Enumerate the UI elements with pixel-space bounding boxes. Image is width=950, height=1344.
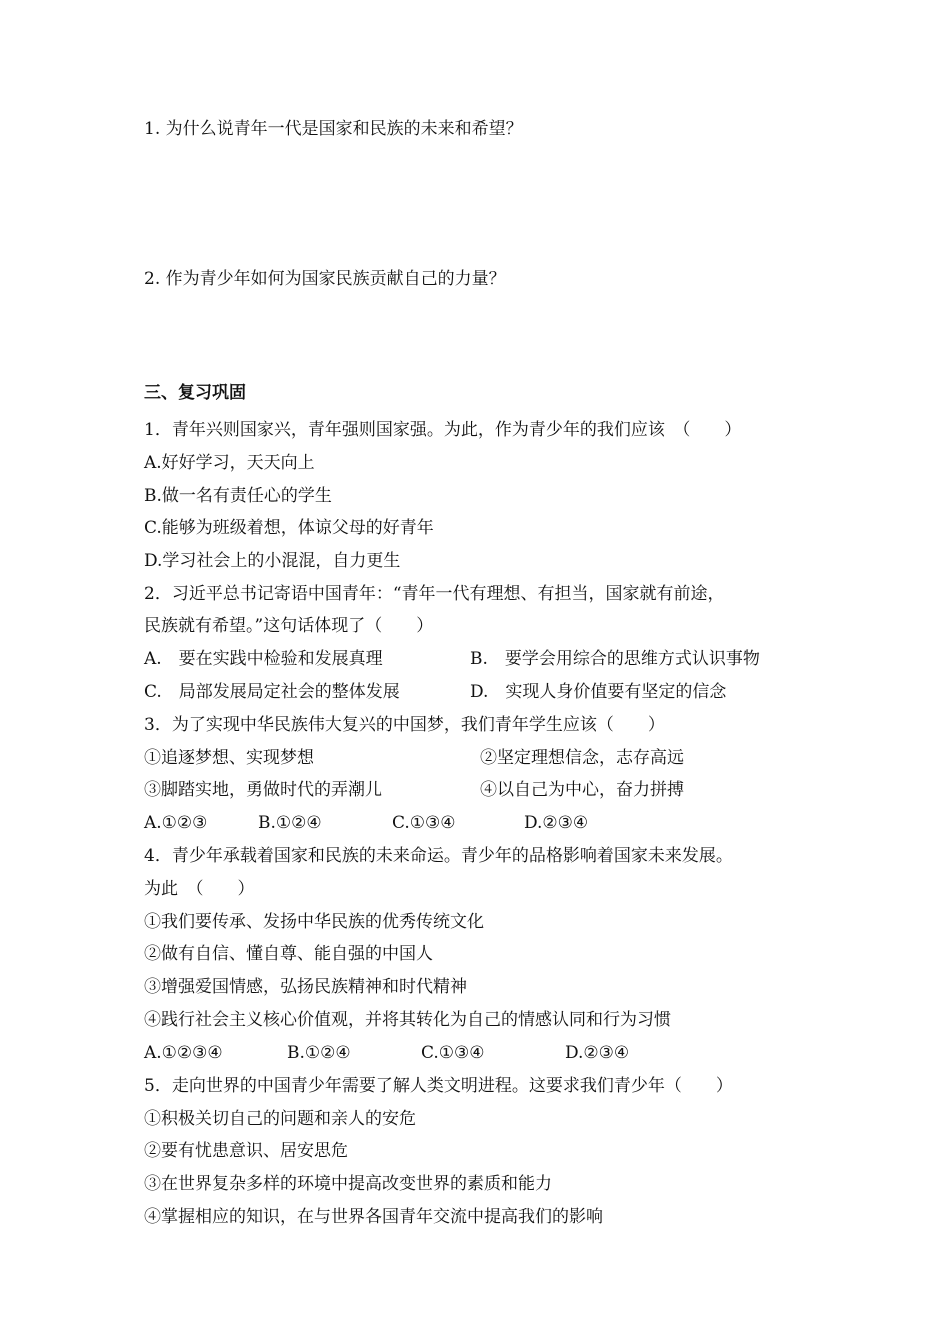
open-question-1: 1. 为什么说青年一代是国家和民族的未来和希望？ <box>144 119 523 139</box>
q2-stem-line2: 民族就有希望。”这句话体现了（ ） <box>144 616 434 636</box>
q5-item-1: ①积极关切自己的问题和亲人的安危 <box>144 1109 416 1129</box>
q5-item-4: ④掌握相应的知识，在与世界各国青年交流中提高我们的影响 <box>144 1207 603 1227</box>
q3-item-3: ③脚踏实地，勇做时代的弄潮儿 <box>144 780 382 800</box>
q3-choice-b: B.①②④ <box>258 813 322 833</box>
q1-option-b: B.做一名有责任心的学生 <box>144 486 332 506</box>
q4-item-3: ③增强爱国情感，弘扬民族精神和时代精神 <box>144 977 467 997</box>
q5-item-2: ②要有忧患意识、居安思危 <box>144 1141 348 1161</box>
q2-option-a: A. 要在实践中检验和发展真理 <box>144 649 383 669</box>
q4-choice-c: C.①③④ <box>421 1043 485 1063</box>
q3-choice-a: A.①②③ <box>144 813 208 833</box>
q3-item-2: ②坚定理想信念，志存高远 <box>480 748 684 768</box>
q2-option-d: D. 实现人身价值要有坚定的信念 <box>470 682 727 702</box>
q3-stem: 3．为了实现中华民族伟大复兴的中国梦，我们青年学生应该（ ） <box>144 715 665 735</box>
q5-item-3: ③在世界复杂多样的环境中提高改变世界的素质和能力 <box>144 1174 552 1194</box>
q1-stem: 1．青年兴则国家兴，青年强则国家强。为此，作为青少年的我们应该 （ ） <box>144 420 742 440</box>
q4-item-4: ④践行社会主义核心价值观，并将其转化为自己的情感认同和行为习惯 <box>144 1010 671 1030</box>
q4-choice-a: A.①②③④ <box>144 1043 223 1063</box>
open-question-2: 2. 作为青少年如何为国家民族贡献自己的力量？ <box>144 269 506 289</box>
q2-stem-line1: 2．习近平总书记寄语中国青年：“青年一代有理想、有担当，国家就有前途， <box>144 584 725 604</box>
q3-item-1: ①追逐梦想、实现梦想 <box>144 748 314 768</box>
q3-choice-c: C.①③④ <box>392 813 456 833</box>
q2-option-b: B. 要学会用综合的思维方式认识事物 <box>470 649 760 669</box>
q3-choice-d: D.②③④ <box>524 813 589 833</box>
q4-choice-b: B.①②④ <box>287 1043 351 1063</box>
section-title: 三、复习巩固 <box>144 383 246 403</box>
q4-item-2: ②做有自信、懂自尊、能自强的中国人 <box>144 944 433 964</box>
q1-option-d: D.学习社会上的小混混，自力更生 <box>144 551 401 571</box>
q4-stem-line1: 4．青少年承载着国家和民族的未来命运。青少年的品格影响着国家未来发展。 <box>144 846 733 866</box>
q4-stem-line2: 为此 （ ） <box>144 879 255 899</box>
q4-choice-d: D.②③④ <box>565 1043 630 1063</box>
q4-item-1: ①我们要传承、发扬中华民族的优秀传统文化 <box>144 912 484 932</box>
q3-item-4: ④以自己为中心，奋力拼搏 <box>480 780 684 800</box>
q2-option-c: C. 局部发展局定社会的整体发展 <box>144 682 400 702</box>
q5-stem: 5．走向世界的中国青少年需要了解人类文明进程。这要求我们青少年（ ） <box>144 1076 733 1096</box>
q1-option-a: A.好好学习，天天向上 <box>144 453 315 473</box>
q1-option-c: C.能够为班级着想，体谅父母的好青年 <box>144 518 434 538</box>
